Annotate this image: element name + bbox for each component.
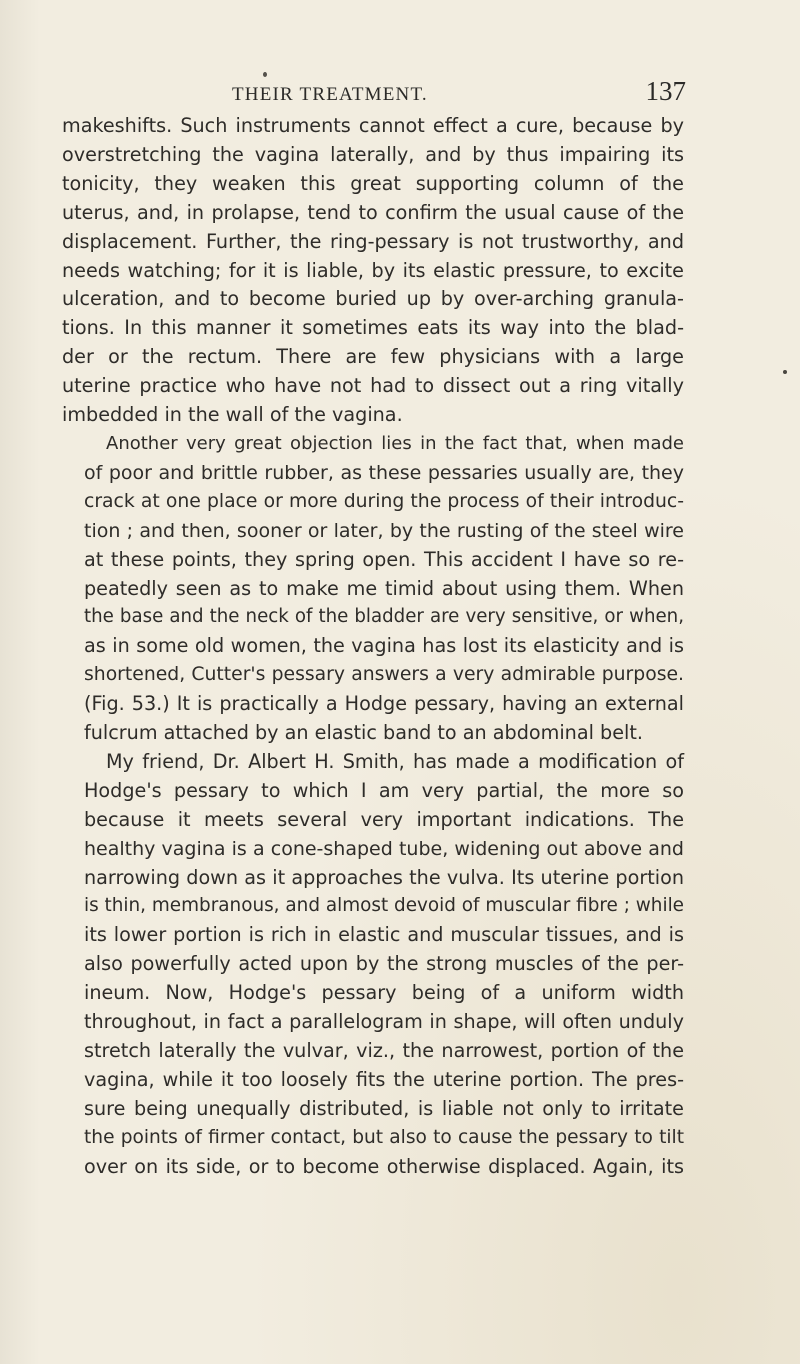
paragraph-3 [62,748,684,1182]
text-line: (Fig. 53.) It is practically a Hodge pessary, having an external [84,692,684,716]
text-line: sure being unequally distributed, is liable not only to irritate [84,1096,684,1120]
text-line: throughout, in fact a parallelogram in shape, will often unduly [84,1010,684,1034]
text-line: tion ; and then, sooner or later, by the rusting of the steel wire [84,519,684,542]
paragraph-1 [62,112,684,430]
text-line: healthy vagina is a cone-shaped tube, widening out above and [84,837,684,860]
text-line: narrowing down as it approaches the vulva. Its uterine portion [84,865,684,889]
text-line: over on its side, or to become otherwise displaced. Again, its [84,1154,684,1178]
text-line: of poor and brittle rubber, as these pessaries usually are, they [84,461,684,484]
text-line: at these points, they spring open. This accident I have so re- [84,547,684,571]
body-text [62,112,684,1182]
text-line: vagina, while it too loosely fits the uterine portion. The pres- [84,1067,684,1091]
text-line: ineum. Now, Hodge's pessary being of a uniform width [84,981,684,1005]
text-line: crack at one place or more during the process of their introduc- [84,490,684,512]
text-line: fulcrum attached by an elastic band to an abdominal belt. [84,721,643,745]
page-number: 137 [645,76,686,106]
text-line: Hodge's pessary to which I am very partial, the more so [84,778,684,802]
text-line: as in some old women, the vagina has lost its elasticity and is [84,634,684,658]
text-line: tonicity, they weaken this great supporting column of the [62,171,684,195]
text-line: stretch laterally the vulvar, viz., the narrowest, portion of the [84,1039,684,1062]
text-line: its lower portion is rich in elastic and muscular tissues, and is [84,923,684,947]
text-line: needs watching; for it is liable, by its elastic pressure, to excite [62,258,684,282]
text-line: Another very great objection lies in the fact that, when made [106,432,684,454]
text-line: makeshifts. Such instruments cannot effect a cure, because by [62,114,684,137]
text-line: der or the rectum. There are few physicians with a large [62,345,684,369]
text-line: overstretching the vagina laterally, and by thus impairing its [62,142,684,166]
text-line: My friend, Dr. Albert H. Smith, has made a modification of [106,749,684,773]
text-line: the points of firmer contact, but also to cause the pessary to tilt [84,1126,684,1148]
text-line: uterus, and, in prolapse, tend to confirm the usual cause of the [62,200,684,224]
text-line: peatedly seen as to make me timid about using them. When [84,576,684,600]
running-header-title: THEIR TREATMENT. [232,84,428,105]
text-line: the base and the neck of the bladder are very sensitive, or when, [84,606,684,628]
text-line: displacement. Further, the ring-pessary is not trustworthy, and [62,229,684,253]
text-line: also powerfully acted upon by the strong muscles of the per- [84,952,684,976]
margin-speck [783,370,787,374]
text-line: is thin, membranous, and almost devoid of muscular fibre ; while [84,895,684,917]
ink-speck [263,72,267,77]
text-line: because it meets several very important indications. The [84,807,684,831]
paragraph-2 [62,430,684,748]
text-line: shortened, Cutter's pessary answers a very admirable purpose. [84,664,684,686]
text-line: tions. In this manner it sometimes eats its way into the blad- [62,316,684,340]
text-line: imbedded in the wall of the vagina. [62,403,403,427]
text-line: ulceration, and to become buried up by over-arching granula- [62,287,684,311]
text-line: uterine practice who have not had to dissect out a ring vitally [62,374,684,398]
